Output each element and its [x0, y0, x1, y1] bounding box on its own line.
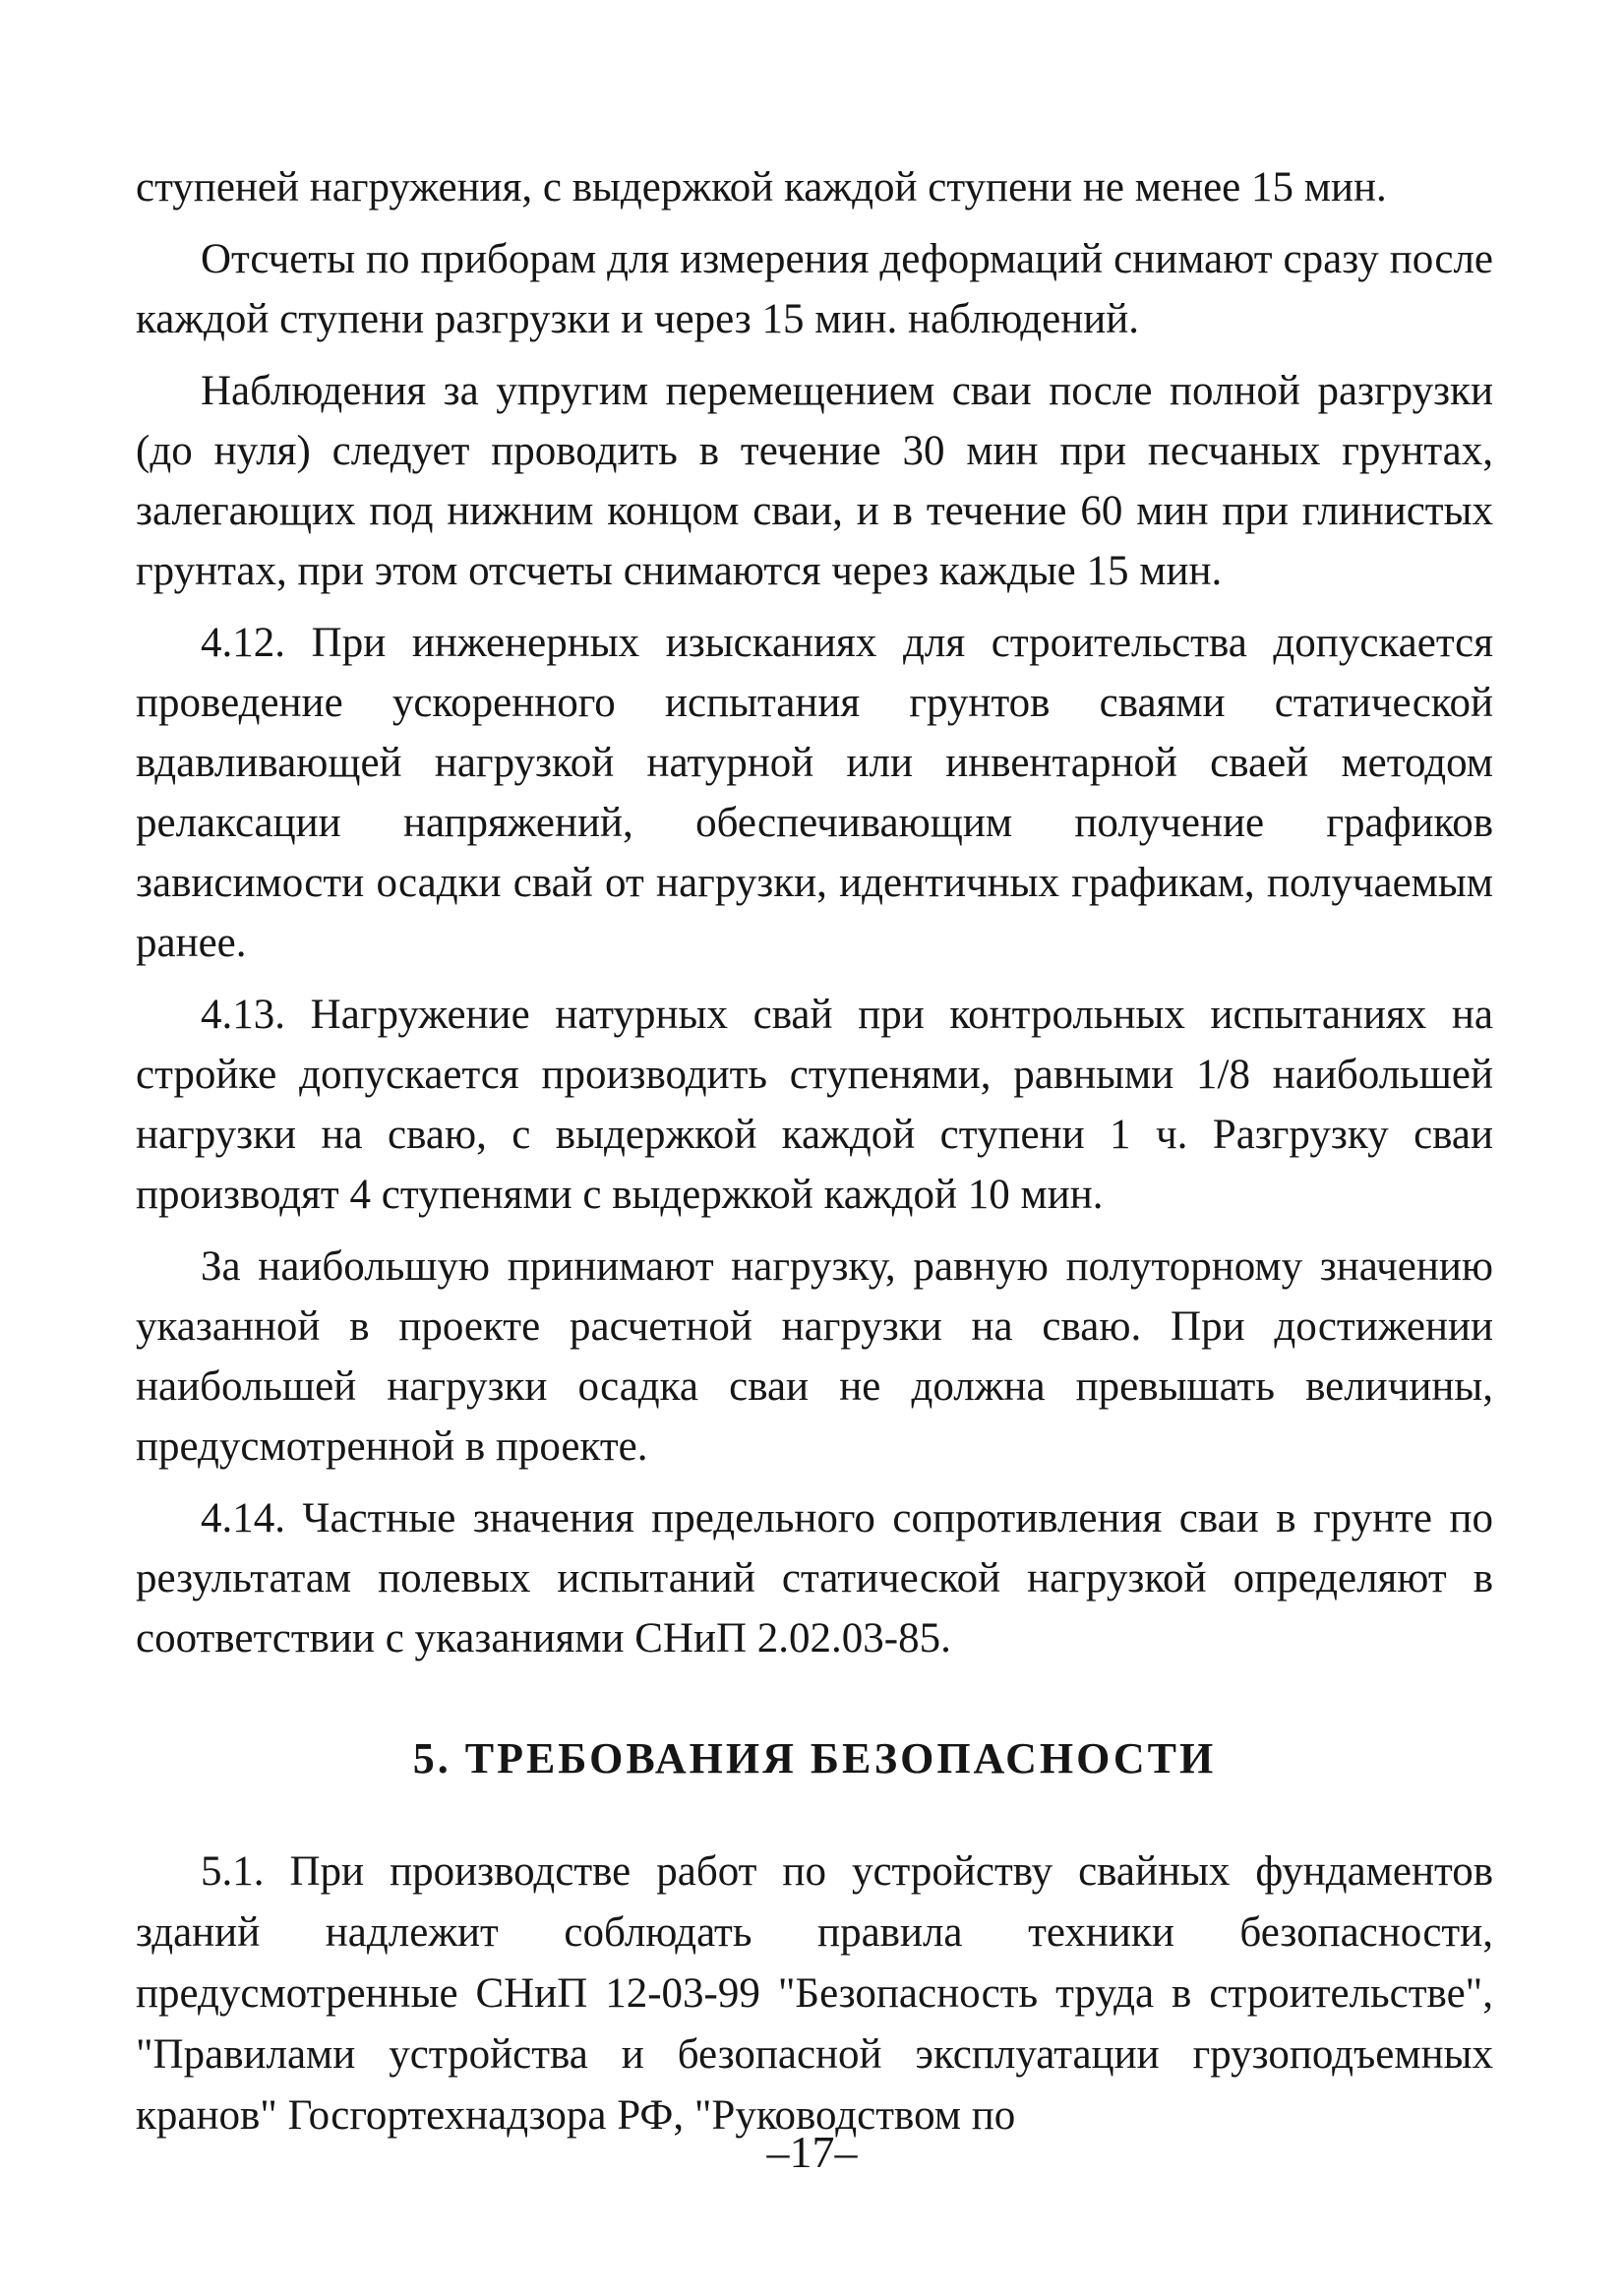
paragraph-4-12: 4.12. При инженерных изысканиях для строительства допускается проведение ускоренного испытания грунтов сваями статической вдавливающей нагрузкой натурной или инвентарной сваей методом релаксации напряжений, обеспечивающим получение графиков зависимости осадки свай от нагрузки, идентичных графикам, получаемым ранее.	[136, 620, 1493, 966]
paragraph-elastic-displacement: Наблюдения за упругим перемещением сваи после полной разгрузки (до нуля) следует проводить в течение 30 мин при песчаных грунтах, залегающих под нижним концом сваи, и в течение 60 мин при глинистых грунтах, при этом отсчеты снимаются через каждые 15 мин.	[136, 368, 1493, 594]
paragraph-4-14: 4.14. Частные значения предельного сопротивления сваи в грунте по результатам полевых испытаний статической нагрузкой определяют в соответствии с указаниями СНиП 2.02.03-85.	[136, 1495, 1493, 1662]
paragraph-max-load: За наибольшую принимают нагрузку, равную полуторному значению указанной в проекте расчетной нагрузки на сваю. При достижении наибольшей нагрузки осадка сваи не должна превышать величины, предусмотренной в проекте.	[136, 1243, 1493, 1470]
paragraph-continuation: ступеней нагружения, с выдержкой каждой ступени не менее 15 мин.	[136, 164, 1387, 211]
paragraph-4-13: 4.13. Нагружение натурных свай при контрольных испытаниях на стройке допускается производить ступенями, равными 1/8 наибольшей нагрузки на сваю, с выдержкой каждой ступени 1 ч. Разгрузку сваи производят 4 ступенями с выдержкой каждой 10 мин.	[136, 992, 1493, 1218]
document-page	[136, 157, 1493, 2146]
paragraph-readings: Отсчеты по приборам для измерения деформаций снимают сразу после каждой ступени разгрузки и через 15 мин. наблюдений.	[136, 236, 1493, 342]
section-title: 5. ТРЕБОВАНИЯ БЕЗОПАСНОСТИ	[412, 1734, 1217, 1782]
paragraph-5-1: 5.1. При производстве работ по устройству свайных фундаментов зданий надлежит соблюдать правила техники безопасности, предусмотренные СНиП 12-03-99 "Безопасность труда в строительстве", "Правилами устройства и безопасной эксплуатации грузоподъемных кранов" Госгортехнадзора РФ, "Руководством по	[136, 1848, 1493, 2139]
page-number: –17–	[766, 2127, 858, 2177]
